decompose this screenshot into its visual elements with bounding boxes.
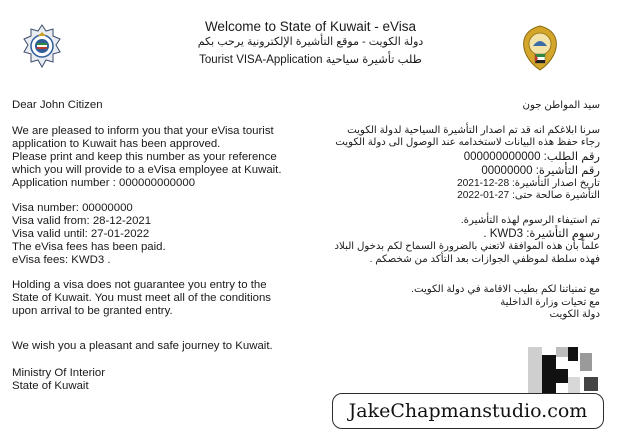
visa-number-ar: رقم التأشيرة: 00000000	[481, 164, 600, 177]
header-title-ar: دولة الكويت - موقع التأشيرة الإلكترونية يرحب بكم	[197, 36, 424, 48]
valid-until-en: Visa valid until: 27-01-2022	[12, 228, 150, 240]
wish-ar: مع تمنياتنا لكم بطيب الاقامة في دولة الكويت.	[411, 284, 600, 295]
application-number-ar: رقم الطلب: 000000000000	[463, 150, 600, 163]
condition-line-ar: فهذه سلطة لموظفي الجوازات بعد التأكد من شخصكم .	[369, 253, 600, 265]
intro-line: Please print and keep this number as your reference	[12, 151, 277, 163]
qr-code-icon	[528, 347, 598, 397]
english-letter	[12, 99, 312, 393]
intro-block-en	[12, 125, 312, 190]
valid-from-en: Visa valid from: 28-12-2021	[12, 215, 152, 227]
intro-line-ar: رجاء حفظ هذه البيانات لاستخدامه عند الوصول الى دولة الكويت	[335, 137, 600, 148]
document-header	[0, 18, 621, 68]
intro-line: We are pleased to inform you that your eVisa tourist	[12, 125, 274, 137]
application-number-en: Application number : 000000000000	[12, 177, 196, 189]
visa-details-en	[12, 202, 312, 267]
greeting-ar: سيد المواطن جون	[522, 100, 600, 111]
disclaimer-line: State of Kuwait. You must meet all of the conditions	[12, 292, 271, 304]
intro-line-ar: سرنا ابلاغكم انه قد تم اصدار التأشيرة السياحية لدولة الكويت	[347, 124, 600, 136]
disclaimer-en	[12, 279, 312, 318]
wish-en	[12, 340, 312, 353]
intro-line: application to Kuwait has been approved.	[12, 138, 221, 150]
intro-line: which you will provide to a eVisa employee at Kuwait.	[12, 164, 282, 176]
issue-date-ar: تاريخ اصدار التأشيرة: 28-12-2021	[456, 177, 600, 189]
visa-number-en: Visa number: 00000000	[12, 202, 133, 214]
header-title-en: Welcome to State of Kuwait - eVisa	[204, 19, 417, 34]
regards-ar: مع تحيات وزارة الداخلية	[500, 296, 600, 308]
fees-paid-en: The eVisa fees has been paid.	[12, 241, 166, 253]
greeting-en: Dear John Citizen	[12, 99, 103, 111]
disclaimer-line: upon arrival to be granted entry.	[12, 305, 173, 317]
condition-line-ar: علماً بأن هذه الموافقة لاتعني بالضرورة السماح لكم بدخول البلاد	[334, 241, 600, 252]
fees-paid-ar: تم استيفاء الرسوم لهذه التأشيرة.	[460, 214, 600, 226]
signature-en	[12, 367, 312, 393]
watermark-banner: JakeChapmanstudio.com	[332, 393, 604, 429]
disclaimer-line: Holding a visa does not guarantee you entry to the	[12, 279, 267, 291]
fees-ar: رسوم التأشيرة: KWD3 .	[483, 228, 600, 240]
wish-line: We wish you a pleasant and safe journey to Kuwait.	[12, 340, 273, 352]
fees-en: eVisa fees: KWD3 .	[12, 254, 111, 266]
header-subtitle: Tourist VISA-Application طلب تأشيرة سياحية	[199, 54, 422, 66]
ministry-en: Ministry Of Interior	[12, 367, 106, 379]
state-ar: دولة الكويت	[549, 309, 600, 320]
arabic-letter	[330, 100, 600, 322]
valid-until-ar: التأشيرة صالحة حتى: 27-01-2022	[457, 190, 600, 201]
state-en: State of Kuwait	[12, 380, 89, 392]
